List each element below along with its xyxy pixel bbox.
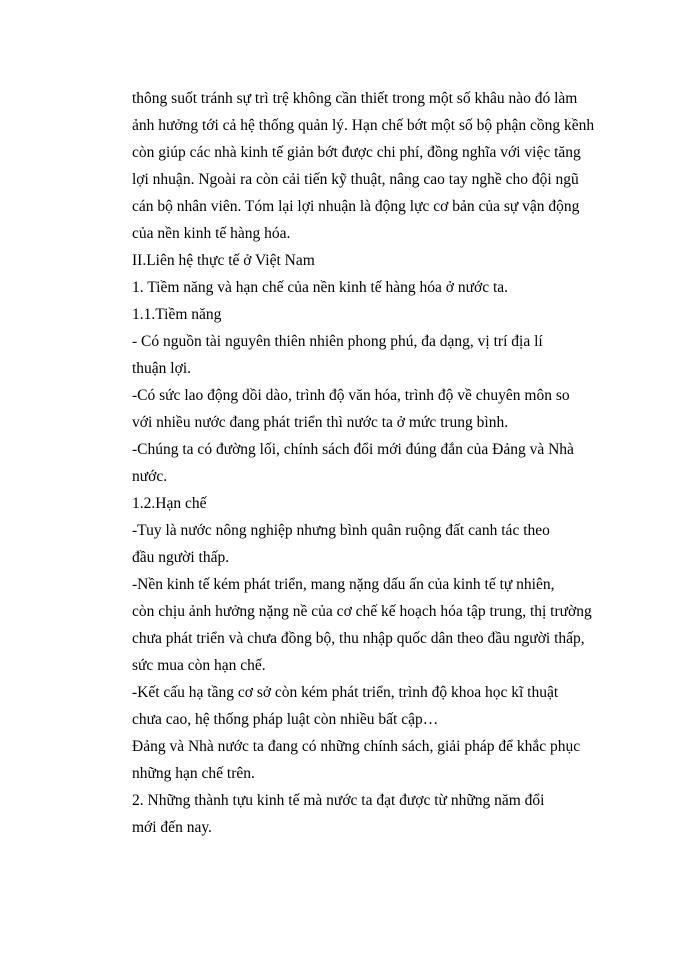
text-line: những hạn chế trên. bbox=[132, 765, 255, 782]
text-line: của nền kinh tế hàng hóa. bbox=[132, 225, 291, 242]
text-line: -Có sức lao động dồi dào, trình độ văn hóa, trình độ về chuyên môn so bbox=[132, 387, 570, 404]
text-line: Đảng và Nhà nước ta đang có những chính sách, giải pháp để khắc phục bbox=[132, 738, 581, 755]
text-line: nước. bbox=[132, 468, 168, 485]
text-line: thông suốt tránh sự trì trệ không cần thiết trong một số khâu nào đó làm bbox=[132, 90, 578, 107]
text-line: còn giúp các nhà kinh tế giản bớt được chi phí, đồng nghĩa với việc tăng bbox=[132, 144, 581, 161]
text-line: còn chịu ảnh hưởng nặng nề của cơ chế kế hoạch hóa tập trung, thị trường bbox=[132, 603, 592, 620]
text-line: cán bộ nhân viên. Tóm lại lợi nhuận là động lực cơ bản của sự vận động bbox=[132, 198, 580, 215]
text-line: -Kết cấu hạ tầng cơ sở còn kém phát triển, trình độ khoa học kĩ thuật bbox=[132, 684, 559, 701]
text-line: -Tuy là nước nông nghiệp nhưng bình quân ruộng đất canh tác theo bbox=[132, 522, 550, 539]
subsection-heading: 1.2.Hạn chế bbox=[132, 495, 207, 512]
text-line: chưa cao, hệ thống pháp luật còn nhiều bất cập… bbox=[132, 711, 439, 728]
text-line: chưa phát triển và chưa đồng bộ, thu nhập quốc dân theo đầu người thấp, bbox=[132, 630, 585, 647]
text-line: sức mua còn hạn chế. bbox=[132, 657, 266, 674]
text-line: lợi nhuận. Ngoài ra còn cải tiến kỹ thuật, nâng cao tay nghề cho đội ngũ bbox=[132, 171, 579, 188]
text-line: mới đến nay. bbox=[132, 819, 212, 836]
subsection-heading: 1.1.Tiềm năng bbox=[132, 306, 222, 323]
text-line: ảnh hưởng tới cả hệ thống quản lý. Hạn chế bớt một số bộ phận cồng kềnh bbox=[132, 117, 595, 134]
document-body bbox=[132, 85, 602, 841]
text-line: với nhiều nước đang phát triển thì nước ta ở mức trung bình. bbox=[132, 414, 509, 431]
text-line: -Nền kinh tế kém phát triển, mang nặng dấu ấn của kinh tế tự nhiên, bbox=[132, 576, 555, 593]
subsection-heading: 1. Tiềm năng và hạn chế của nền kinh tế hàng hóa ở nước ta. bbox=[132, 279, 509, 296]
subsection-heading: 2. Những thành tựu kinh tế mà nước ta đạt được từ những năm đổi bbox=[132, 792, 545, 809]
text-line: -Chúng ta có đường lối, chính sách đổi mới đúng đắn của Đảng và Nhà bbox=[132, 441, 574, 458]
text-line: - Có nguồn tài nguyên thiên nhiên phong phú, đa dạng, vị trí địa lí bbox=[132, 333, 543, 350]
text-line: thuận lợi. bbox=[132, 360, 191, 377]
section-heading: II.Liên hệ thực tế ở Việt Nam bbox=[132, 252, 315, 269]
text-line: đầu người thấp. bbox=[132, 549, 230, 566]
